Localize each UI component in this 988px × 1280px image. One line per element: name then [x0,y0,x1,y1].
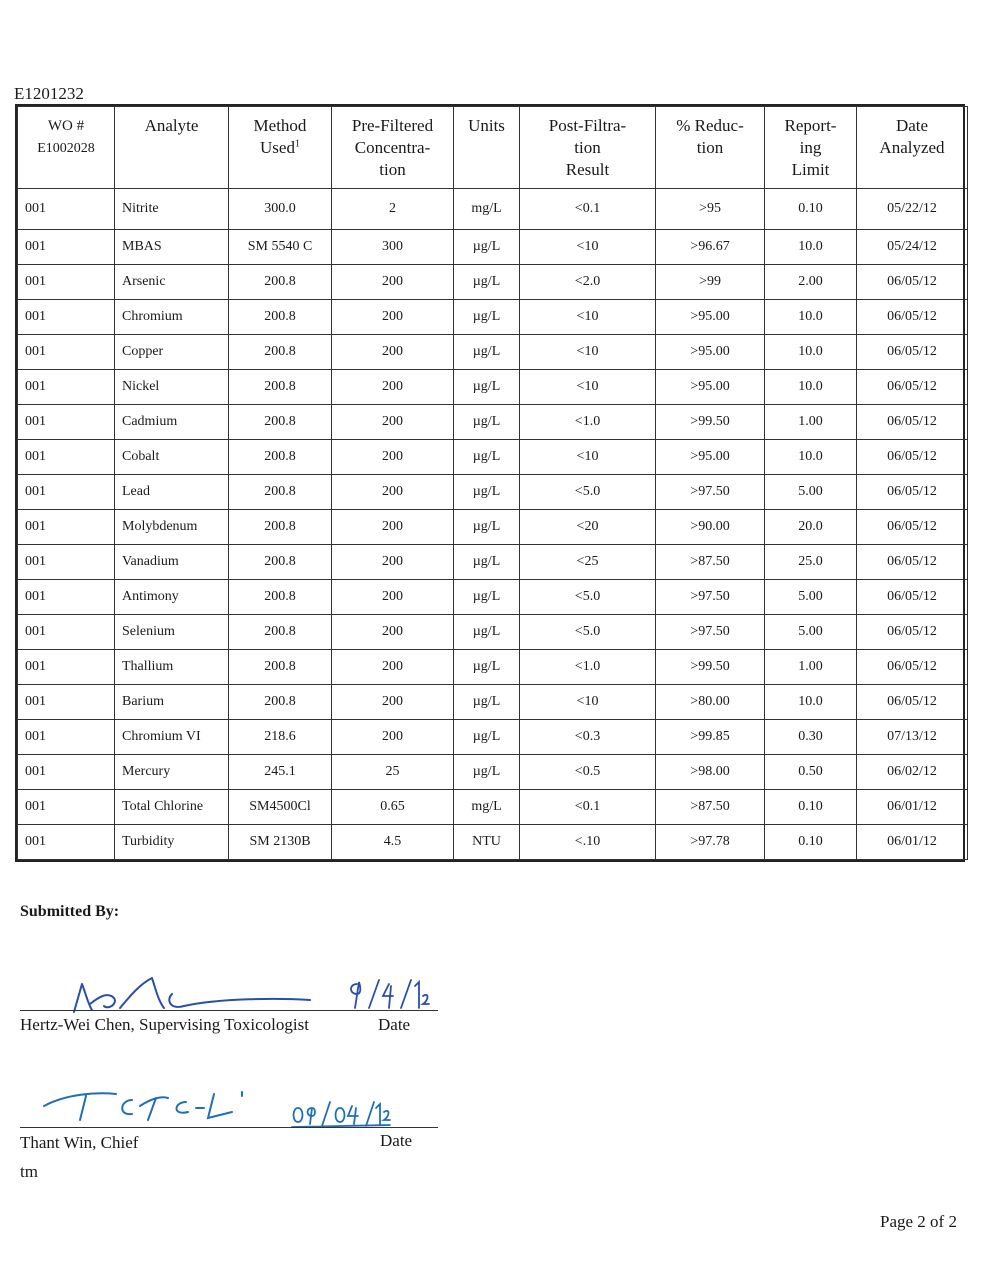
cell-wo: 001 [18,685,115,720]
cell-reporting-limit: 0.10 [765,825,857,860]
cell-units: mg/L [454,189,520,230]
cell-analyte: Chromium VI [115,720,229,755]
cell-prefiltered: 200 [332,580,454,615]
cell-analyte: Lead [115,475,229,510]
header-prefiltered-line: Pre-Filtered [351,116,434,135]
results-table-container [15,104,965,862]
table-row [18,335,968,370]
table-row [18,580,968,615]
cell-reduction: >95.00 [656,440,765,475]
cell-analyte: Turbidity [115,825,229,860]
cell-date-analyzed: 06/05/12 [857,440,968,475]
cell-reporting-limit: 10.0 [765,335,857,370]
cell-units: µg/L [454,265,520,300]
cell-wo: 001 [18,720,115,755]
cell-analyte: Mercury [115,755,229,790]
cell-reporting-limit: 0.10 [765,790,857,825]
cell-units: µg/L [454,650,520,685]
table-row [18,825,968,860]
cell-analyte: Nickel [115,370,229,405]
submitted-by-label: Submitted By: [20,903,120,920]
cell-prefiltered: 200 [332,370,454,405]
header-wo-number: E1002028 [37,141,95,156]
results-table [17,106,968,860]
header-analyte: Analyte [115,107,229,189]
cell-reporting-limit: 25.0 [765,545,857,580]
cell-wo: 001 [18,825,115,860]
cell-reporting-limit: 5.00 [765,615,857,650]
cell-prefiltered: 200 [332,685,454,720]
cell-reduction: >95 [656,189,765,230]
cell-wo: 001 [18,440,115,475]
table-row [18,545,968,580]
cell-units: µg/L [454,230,520,265]
signature-2-handwriting [36,1084,296,1126]
cell-analyte: Barium [115,685,229,720]
header-method [229,107,332,189]
cell-analyte: Nitrite [115,189,229,230]
cell-date-analyzed: 06/05/12 [857,615,968,650]
header-postfiltration-line: tion [574,138,601,157]
cell-prefiltered: 200 [332,545,454,580]
header-reduction-line: % Reduc- [676,116,744,135]
cell-method: 200.8 [229,405,332,440]
cell-reduction: >95.00 [656,370,765,405]
cell-postfiltration: <10 [520,370,656,405]
cell-units: µg/L [454,300,520,335]
cell-reduction: >98.00 [656,755,765,790]
cell-date-analyzed: 06/05/12 [857,335,968,370]
cell-reduction: >97.78 [656,825,765,860]
cell-reporting-limit: 0.30 [765,720,857,755]
cell-reporting-limit: 2.00 [765,265,857,300]
cell-wo: 001 [18,510,115,545]
header-reporting-limit [765,107,857,189]
cell-prefiltered: 200 [332,510,454,545]
header-prefiltered-line: tion [379,160,406,179]
header-prefiltered [332,107,454,189]
header-postfiltration-line: Result [565,160,610,179]
cell-reduction: >97.50 [656,475,765,510]
cell-prefiltered: 200 [332,265,454,300]
cell-wo: 001 [18,615,115,650]
header-reporting-line: Report- [784,116,837,135]
cell-postfiltration: <10 [520,300,656,335]
cell-reporting-limit: 5.00 [765,580,857,615]
cell-prefiltered: 200 [332,405,454,440]
typist-initials: tm [20,1162,38,1181]
cell-reporting-limit: 5.00 [765,475,857,510]
cell-wo: 001 [18,545,115,580]
cell-analyte: Vanadium [115,545,229,580]
header-method-line: Method [253,116,307,135]
cell-prefiltered: 0.65 [332,790,454,825]
cell-prefiltered: 200 [332,650,454,685]
cell-analyte: Selenium [115,615,229,650]
cell-date-analyzed: 07/13/12 [857,720,968,755]
cell-analyte: Thallium [115,650,229,685]
cell-prefiltered: 200 [332,440,454,475]
header-reduction-line: tion [696,138,724,157]
cell-method: 200.8 [229,300,332,335]
table-row [18,230,968,265]
cell-date-analyzed: 06/05/12 [857,545,968,580]
table-row [18,790,968,825]
cell-postfiltration: <1.0 [520,405,656,440]
cell-units: mg/L [454,790,520,825]
cell-prefiltered: 200 [332,615,454,650]
cell-postfiltration: <10 [520,230,656,265]
cell-units: µg/L [454,720,520,755]
signature-1-date-handwriting [345,978,430,1014]
cell-method: 200.8 [229,510,332,545]
cell-method: 200.8 [229,615,332,650]
cell-method: 300.0 [229,189,332,230]
document-id: E1201232 [14,84,84,103]
cell-date-analyzed: 05/24/12 [857,230,968,265]
cell-postfiltration: <2.0 [520,265,656,300]
cell-prefiltered: 300 [332,230,454,265]
cell-date-analyzed: 06/05/12 [857,685,968,720]
table-row [18,720,968,755]
table-header-row [18,107,968,189]
cell-units: µg/L [454,755,520,790]
cell-reporting-limit: 20.0 [765,510,857,545]
signature-2-line [20,1127,438,1128]
cell-units: µg/L [454,405,520,440]
cell-date-analyzed: 05/22/12 [857,189,968,230]
cell-wo: 001 [18,230,115,265]
cell-reporting-limit: 10.0 [765,230,857,265]
results-table-body [18,189,968,860]
table-row [18,265,968,300]
cell-reporting-limit: 0.50 [765,755,857,790]
cell-analyte: Arsenic [115,265,229,300]
cell-method: 218.6 [229,720,332,755]
signature-2-caption: Thant Win, Chief [20,1133,139,1152]
header-date-analyzed [857,107,968,189]
table-row [18,300,968,335]
header-postfiltration-line: Post-Filtra- [548,116,627,135]
cell-method: 200.8 [229,370,332,405]
cell-units: µg/L [454,440,520,475]
cell-analyte: Copper [115,335,229,370]
cell-prefiltered: 25 [332,755,454,790]
header-date-line: Analyzed [879,138,945,157]
cell-postfiltration: <0.1 [520,189,656,230]
cell-postfiltration: <10 [520,685,656,720]
header-method-footnote: 1 [294,138,300,150]
cell-method: 200.8 [229,440,332,475]
table-row [18,615,968,650]
cell-prefiltered: 200 [332,720,454,755]
cell-wo: 001 [18,650,115,685]
header-wo-label: WO # [47,118,85,134]
cell-reduction: >90.00 [656,510,765,545]
cell-date-analyzed: 06/02/12 [857,755,968,790]
cell-wo: 001 [18,370,115,405]
cell-date-analyzed: 06/05/12 [857,475,968,510]
header-wo [18,107,115,189]
cell-postfiltration: <10 [520,335,656,370]
cell-wo: 001 [18,189,115,230]
header-reduction [656,107,765,189]
table-row [18,370,968,405]
cell-reporting-limit: 1.00 [765,650,857,685]
cell-prefiltered: 200 [332,300,454,335]
cell-postfiltration: <5.0 [520,475,656,510]
cell-prefiltered: 4.5 [332,825,454,860]
cell-analyte: Total Chlorine [115,790,229,825]
cell-wo: 001 [18,755,115,790]
cell-units: NTU [454,825,520,860]
cell-reporting-limit: 10.0 [765,440,857,475]
header-postfiltration [520,107,656,189]
cell-wo: 001 [18,475,115,510]
cell-date-analyzed: 06/01/12 [857,825,968,860]
cell-reduction: >99.85 [656,720,765,755]
cell-units: µg/L [454,545,520,580]
signature-1-date-label: Date [378,1015,411,1034]
signature-1-line [20,1010,438,1011]
cell-units: µg/L [454,580,520,615]
cell-postfiltration: <0.5 [520,755,656,790]
cell-analyte: Chromium [115,300,229,335]
cell-postfiltration: <10 [520,440,656,475]
cell-reduction: >99.50 [656,650,765,685]
cell-postfiltration: <1.0 [520,650,656,685]
cell-reduction: >95.00 [656,335,765,370]
cell-units: µg/L [454,615,520,650]
cell-analyte: Molybdenum [115,510,229,545]
cell-wo: 001 [18,580,115,615]
cell-method: 200.8 [229,265,332,300]
header-date-line: Date [895,116,929,135]
cell-reduction: >97.50 [656,615,765,650]
cell-method: SM 2130B [229,825,332,860]
table-row [18,475,968,510]
cell-units: µg/L [454,510,520,545]
cell-method: 200.8 [229,580,332,615]
cell-postfiltration: <20 [520,510,656,545]
cell-wo: 001 [18,335,115,370]
cell-postfiltration: <5.0 [520,615,656,650]
cell-wo: 001 [18,265,115,300]
cell-date-analyzed: 06/05/12 [857,300,968,335]
signature-1-caption: Hertz-Wei Chen, Supervising Toxicologist [20,1015,309,1034]
cell-date-analyzed: 06/05/12 [857,510,968,545]
cell-analyte: MBAS [115,230,229,265]
header-units: Units [454,107,520,189]
cell-units: µg/L [454,370,520,405]
cell-method: 200.8 [229,545,332,580]
cell-method: 200.8 [229,685,332,720]
table-row [18,189,968,230]
cell-wo: 001 [18,405,115,440]
cell-reporting-limit: 10.0 [765,370,857,405]
header-method-line: Used [260,138,295,157]
cell-analyte: Cadmium [115,405,229,440]
cell-postfiltration: <.10 [520,825,656,860]
cell-units: µg/L [454,475,520,510]
table-row [18,755,968,790]
cell-analyte: Cobalt [115,440,229,475]
cell-method: SM4500Cl [229,790,332,825]
cell-reduction: >95.00 [656,300,765,335]
cell-reduction: >87.50 [656,790,765,825]
header-reporting-line: Limit [791,160,830,179]
cell-prefiltered: 2 [332,189,454,230]
cell-units: µg/L [454,335,520,370]
cell-date-analyzed: 06/01/12 [857,790,968,825]
cell-reduction: >80.00 [656,685,765,720]
cell-reduction: >99 [656,265,765,300]
cell-method: 200.8 [229,335,332,370]
page-number: Page 2 of 2 [880,1212,957,1231]
cell-date-analyzed: 06/05/12 [857,580,968,615]
cell-method: 245.1 [229,755,332,790]
header-prefiltered-line: Concentra- [354,138,431,157]
cell-wo: 001 [18,300,115,335]
table-row [18,405,968,440]
cell-date-analyzed: 06/05/12 [857,265,968,300]
cell-method: SM 5540 C [229,230,332,265]
cell-method: 200.8 [229,475,332,510]
table-row [18,440,968,475]
cell-reporting-limit: 0.10 [765,189,857,230]
table-row [18,510,968,545]
cell-reduction: >99.50 [656,405,765,440]
cell-reporting-limit: 10.0 [765,300,857,335]
table-row [18,685,968,720]
cell-date-analyzed: 06/05/12 [857,370,968,405]
cell-postfiltration: <0.1 [520,790,656,825]
header-reporting-line: ing [799,138,822,157]
cell-reporting-limit: 1.00 [765,405,857,440]
cell-date-analyzed: 06/05/12 [857,405,968,440]
cell-analyte: Antimony [115,580,229,615]
cell-method: 200.8 [229,650,332,685]
cell-wo: 001 [18,790,115,825]
cell-reporting-limit: 10.0 [765,685,857,720]
cell-reduction: >96.67 [656,230,765,265]
cell-postfiltration: <25 [520,545,656,580]
cell-date-analyzed: 06/05/12 [857,650,968,685]
cell-reduction: >87.50 [656,545,765,580]
cell-units: µg/L [454,685,520,720]
signature-2-date-label: Date [380,1131,413,1150]
cell-postfiltration: <5.0 [520,580,656,615]
table-row [18,650,968,685]
signature-2-date-handwriting [290,1098,392,1130]
cell-reduction: >97.50 [656,580,765,615]
cell-prefiltered: 200 [332,335,454,370]
cell-postfiltration: <0.3 [520,720,656,755]
cell-prefiltered: 200 [332,475,454,510]
